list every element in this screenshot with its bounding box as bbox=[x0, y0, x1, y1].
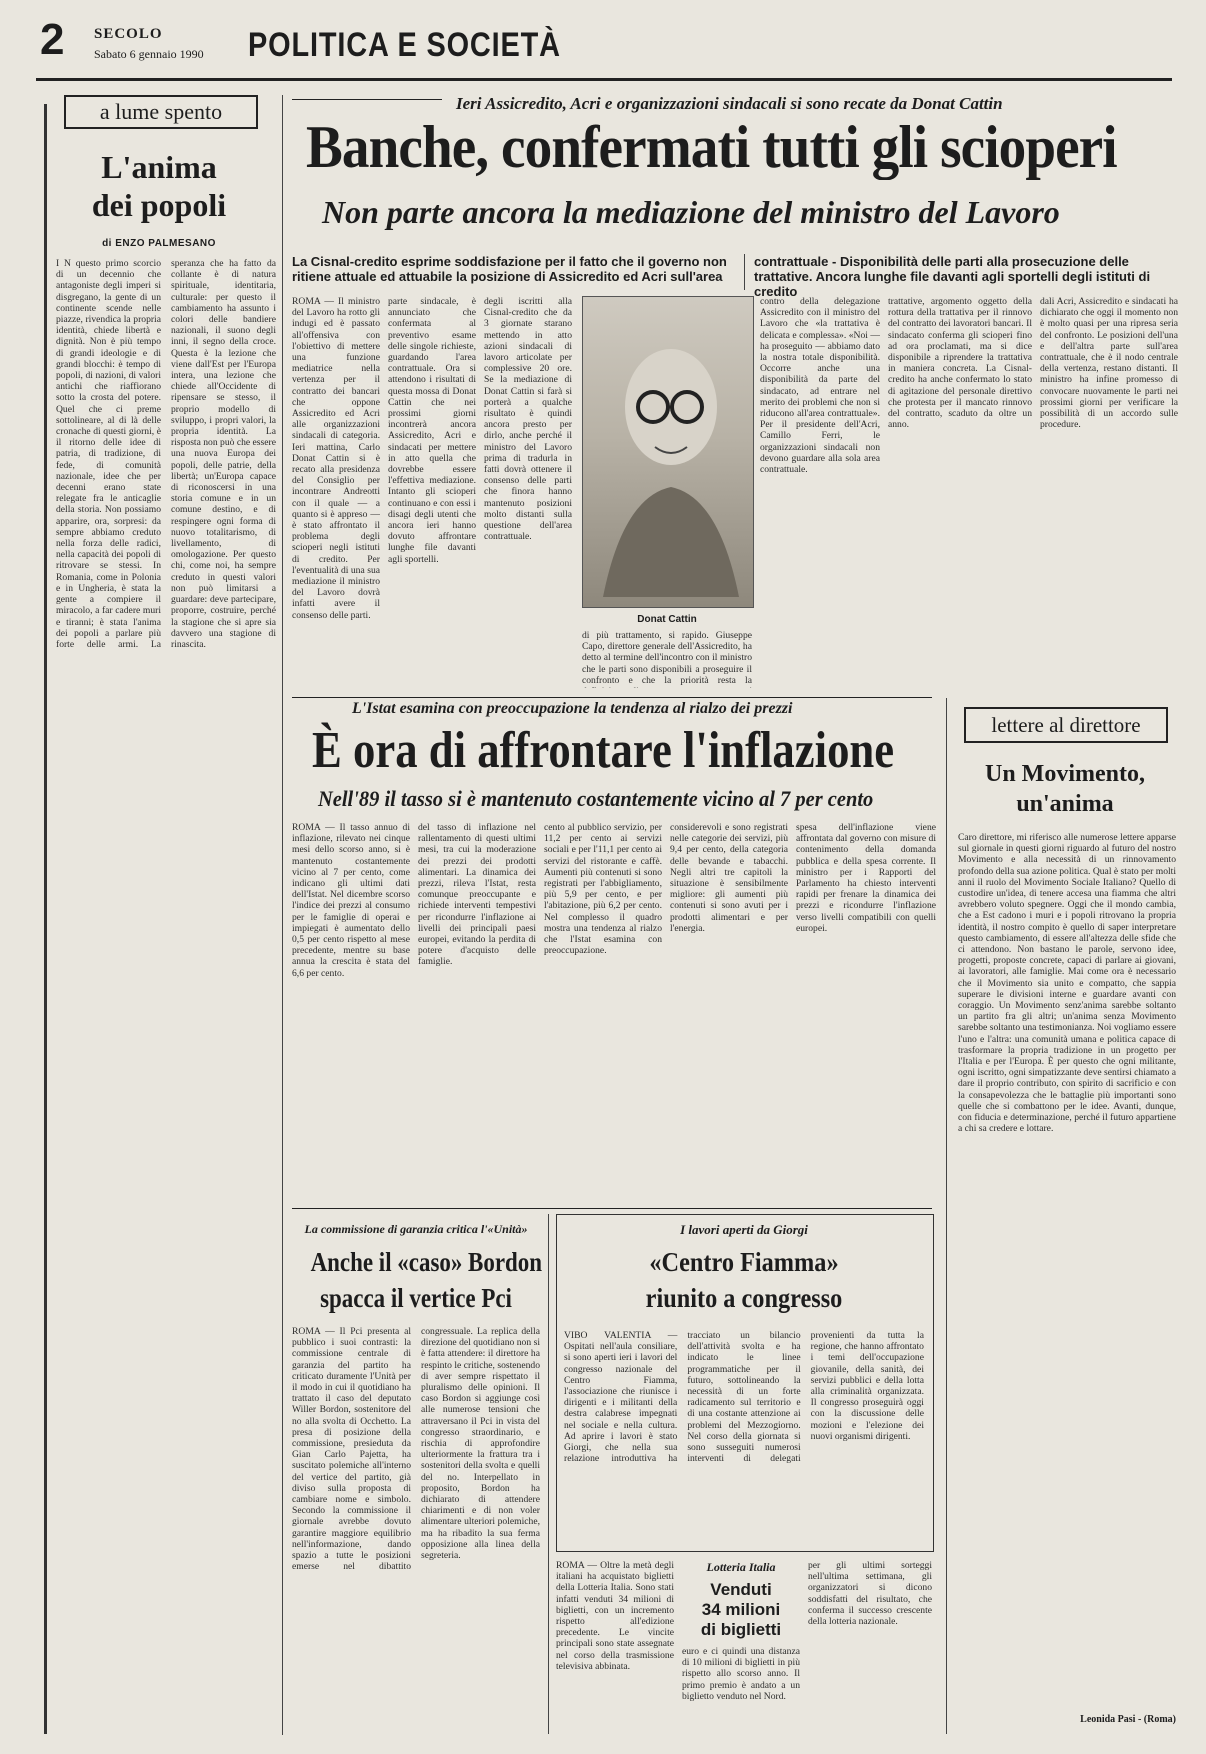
bordon-headline-line1: Anche il «caso» Bordon bbox=[310, 1247, 543, 1277]
bordon-body: ROMA — Il Pci presenta al pubblico i suoi contrasti: la commissione centrale di garanzia del partito ha criticato duramente l'Unità per il modo in cui il quotidiano ha trattato il caso del deputato Willer Bordon, sostenitore del no alla svolta di Occhetto. La presa di posizione della commissione, presieduta da Gian Carlo Pajetta, ha suscitato polemiche all'interno del vertice del partito, già diviso sulla proposta di cambiare nome e simbolo. Secondo la commissione il giornale avrebbe dovuto garantire maggiore equilibrio nell'informazione, dando spazio a tutte le posizioni emerse nel dibattito congressuale. La replica della direzione del quotidiano non si è fatta attendere: il direttore ha respinto le critiche, sostenendo di aver sempre rispettato il pluralismo delle opinioni. Il caso Bordon si aggiunge così alle numerose tensioni che attraversano il Pci in vista del congresso straordinario, e rischia di approfondire ulteriormente la frattura tra i sostenitori della svolta e quelli del no. Interpellato in proposito, Bordon ha dichiarato di attendere chiarimenti e di non voler alimentare ulteriori polemiche, ma ha ribadito la sua ferma opposizione alla linea della segreteria. bbox=[292, 1326, 540, 1573]
inflation-subhead: Nell'89 il tasso si è mantenuto costantemente vicino al 7 per cento bbox=[318, 786, 874, 811]
lead-deck-left: La Cisnal-credito esprime soddisfazione per il fatto che il governo non ritiene attuale ed attuabile la posizione di Assicredito ed Acri sull'area bbox=[292, 254, 727, 284]
lead-col-3: degli iscritti alla Cisnal-credito che da 3 giornate starano mettendo in atto azioni sindacali di lavoro articolate per complessive 20 ore. Se la mediazione di Donat Cattin si farà si porterà a qualche risultato è quindi ancora presto per dirlo, anche perché il ministro del Lavoro prima di tradurla in fatti dovrà ottenere il consenso delle parti che finora hanno mantenuto posizioni molto distanti sulla questione dell'area contrattuale. bbox=[484, 296, 572, 543]
fiamma-body: VIBO VALENTIA — Ospitati nell'aula consiliare, si sono aperti ieri i lavori del congresso nazionale del Centro Fiamma, l'associazione che riunisce i dirigenti e i militanti della destra calabrese impegnati nel sociale e nella cultura. Ad aprire i lavori è stato Giorgi, che nella sua relazione introduttiva ha tracciato un bilancio dell'attività svolta e ha indicato le linee programmatiche per il futuro, sottolineando la necessità di un forte radicamento sul territorio e di una costante attenzione ai problemi del Mezzogiorno. Nel corso della giornata si sono susseguiti numerosi interventi di delegati provenienti da tutta la regione, che hanno affrontato i temi dell'occupazione giovanile, della sanità, dei servizi pubblici e della lotta alla criminalità organizzata. Il congresso proseguirà oggi con la discussione delle mozioni e l'elezione dei nuovi organismi dirigenti. bbox=[564, 1330, 924, 1465]
column-title-line2: dei popoli bbox=[91, 187, 227, 223]
inflation-kicker: L'Istat esamina con preoccupazione la tendenza al rialzo dei prezzi bbox=[352, 700, 793, 717]
lower-divider bbox=[548, 1214, 549, 1734]
letters-title-line2: un'anima bbox=[1016, 791, 1114, 817]
inflation-col-3: cento al pubblico servizio, per 11,2 per cento ai servizi sociali e per l'11,1 per cento ai servizi del ristorante e caffè. Aumenti più contenuti si sono registrati per l'abbigliamento, più 5,9 per cento, e per l'abitazione, più 6,2 per cento. Nel complesso il quadro mostra una tendenza al rialzo che l'Istat esamina con preoccupazione. bbox=[544, 822, 662, 957]
column-body: I N questo primo scorcio di un decennio che antagoniste degli imperi si disgregano, la gente di un continente scende nelle piazze, rivendica la propria identità, chiede libertà e dignità. Non è più tempo di grandi ideologie e di grandi blocchi: è tempo di popoli, di nazioni, di valori antichi che riaffiorano sotto la crosta del potere. Quel che ci preme sottolineare, al di là delle cronache di questi giorni, è il ritorno delle idee di patria, di tradizione, di fede, di comunità nazionale, idee che per decenni erano state relegate fra le anticaglie della storia. Non possiamo apparire, ora, sorpresi: da sempre abbiamo creduto nella forza delle radici, nella capacità dei popoli di ritrovare se stessi. In Romania, come in Polonia e in Ungheria, è stata la gente a compiere il miracolo, a far cadere muri e tiranni; è stata l'anima dei popoli a parlare più forte delle armi. La speranza che ha fatto da collante è di natura spirituale, identitaria, culturale: per questo il cambiamento ha assunto i colori delle bandiere nazionali, il suono degli inni, il segno della croce. Questa è la lezione che viene dall'Est per l'Europa intera, una lezione che chiede all'Occidente di ripensare se stesso, il proprio modello di sviluppo, i propri valori, la propria identità. La risposta non può che essere una nuova Europa dei popoli, delle patrie, della libertà; un'Europa capace di riconoscersi in una storia comune e in un comune destino, e di respingere ogni forma di nuovo totalitarismo, di livellamento, di omologazione. Per questo chi, come noi, ha sempre creduto in questi valori non può limitarsi a guardare: deve partecipare, proporre, costruire, perché la stagione che si apre sia davvero una stagione di rinascita. bbox=[56, 258, 276, 650]
lead-kicker: Ieri Assicredito, Acri e organizzazioni sindacali si sono recate da Donat Cattin bbox=[456, 94, 1003, 113]
lottery-headline-line1: Venduti bbox=[710, 1580, 772, 1599]
inflation-col-5: spesa dell'inflazione viene affrontata dal governo con misure di contenimento della domanda pubblica e della spesa corrente. Il ministro per i Rapporti del Parlamento ha chiesto interventi rapidi per frenare la dinamica dei prezzi e ricondurre l'inflazione verso livelli compatibili con quelli europei. bbox=[796, 822, 936, 934]
lottery-text-right: per gli ultimi sorteggi nell'ultima settimana, gli organizzatori si dicono soddisfatti del risultato, che conferma il successo crescente della lotteria nazionale. bbox=[808, 1560, 932, 1628]
page-number: 2 bbox=[40, 15, 65, 64]
portrait-illustration bbox=[583, 297, 753, 607]
inflation-headline: È ora di affrontare l'inflazione bbox=[312, 722, 895, 779]
lead-col-1: ROMA — Il ministro del Lavoro ha rotto gli indugi ed è passato all'offensiva con l'obiettivo di mettere una funzione mediatrice nella vertenza per il contratto dei bancari che oppone Assicredito ed Acri alle organizzazioni sindacali di categoria. Ieri mattina, Carlo Donat Cattin si è recato alla presidenza del Consiglio per incontrare Andreotti con il quale — a quanto si è appreso — è stato affrontato il problema degli scioperi negli istituti di credito. Per l'eventualità di una sua mediazione il ministro del Lavoro dovrà infatti avere il consenso delle parti. bbox=[292, 296, 380, 621]
inflation-top-rule bbox=[292, 697, 932, 698]
lottery-text-left: ROMA — Oltre la metà degli italiani ha acquistato biglietti della Lotteria Italia. Sono stati infatti venduti 34 milioni di biglietti, con un incremento rispetto all'edizione precedente. Le vincite principali sono state assegnate nel corso della trasmissione televisiva abbinata. bbox=[556, 1560, 674, 1672]
inflation-col-2: del tasso di inflazione nel rallentamento di questi ultimi mesi, tra cui la moderazione dei prezzi dei prodotti alimentari. La dinamica dei prezzi, rileva l'Istat, resta comunque preoccupante e richiede interventi tempestivi per ricondurre l'inflazione ai livelli dei principali paesi europei, evitando la perdita di potere d'acquisto delle famiglie. bbox=[418, 822, 536, 968]
section-title: POLITICA E SOCIETÀ bbox=[248, 26, 561, 64]
lead-col-6: trattative, argomento oggetto della rottura della trattativa per il rinnovo del contratto dei lavoratori bancari. Il sindacato conferma gli scioperi fino ad ora proclamati, ma si dice disponibile a riprendere la trattativa in maniera concreta. La Cisnal-credito ha anche confermato lo stato di agitazione del personale direttivo che protesta per il mancato rinnovo del contratto, scaduto da oltre un anno. bbox=[888, 296, 1032, 431]
lead-headline: Banche, confermati tutti gli scioperi bbox=[306, 114, 1117, 180]
fiamma-kicker: I lavori aperti da Giorgi bbox=[680, 1222, 808, 1237]
bordon-headline-line2: spacca il vertice Pci bbox=[320, 1283, 512, 1313]
lead-deck-right: contrattuale - Disponibilità delle parti alla prosecuzione delle trattative. Ancora lunghe file davanti agli sportelli degli istituti di credito bbox=[754, 254, 1151, 299]
column-title-line1: L'anima bbox=[101, 149, 217, 185]
photo-caption: Donat Cattin bbox=[637, 614, 697, 625]
lottery-text-center: euro e ci quindi una distanza di 10 milioni di biglietti in più rispetto allo scorso anno. Il primo premio è andato a un biglietto venduto nel Nord. bbox=[682, 1646, 800, 1702]
lead-subhead: Non parte ancora la mediazione del ministro del Lavoro bbox=[322, 194, 1060, 230]
lottery-headline-line2: 34 milioni bbox=[701, 1600, 781, 1619]
column-divider bbox=[282, 95, 283, 1735]
fiamma-headline-line2: riunito a congresso bbox=[645, 1283, 843, 1313]
bordon-kicker: La commissione di garanzia critica l'«Unità» bbox=[304, 1222, 528, 1236]
lower-stories-rule bbox=[292, 1208, 932, 1209]
lottery-label: Lotteria Italia bbox=[706, 1560, 776, 1574]
paper-name: SECOLO bbox=[94, 26, 163, 42]
issue-date: Sabato 6 gennaio 1990 bbox=[94, 47, 204, 61]
deck-divider bbox=[744, 254, 745, 290]
left-column-border bbox=[44, 104, 47, 1734]
masthead-rule bbox=[36, 78, 1172, 81]
inflation-col-4: considerevoli e sono registrati nelle categorie dei servizi, più 9,4 per cento, della categoria delle bevande e tabacchi. Negli altri tre capitoli la situazione è sensibilmente migliore: gli aumenti più contenuti si sono avuti per i prodotti alimentari e per l'energia. bbox=[670, 822, 788, 934]
lead-col-2: parte sindacale, è annunciato che confermata al preventivo esame delle singole richieste, guardando l'area contrattuale. Ora si attendono i risultati di questa mossa di Donat Cattin che nei prossimi giorni incontrerà ancora Assicredito, Acri e sindacati per mettere in atto quella che dovrebbe essere l'effettiva mediazione. Intanto gli scioperi continuano e con essi i disagi degli utenti che ancora ieri hanno dovuto affrontare lunghe file davanti agli sportelli. bbox=[388, 296, 476, 565]
column-byline: di ENZO PALMESANO bbox=[102, 238, 216, 249]
lead-col-5: contro della delegazione Assicredito con il ministro del Lavoro che «la trattativa è delicata e complessa». «Noi — ha proseguito — abbiamo dato la nostra totale disponibilità. Occorre anche una disponibilità da parte del sindacato, ad entrare nel merito dei problemi che non si riducono all'area contrattuale». Per il presidente dell'Acri, Camillo Ferri, le organizzazioni sindacali non devono guardare alla sola area contrattuale. bbox=[760, 296, 880, 476]
fiamma-headline-line1: «Centro Fiamma» bbox=[649, 1247, 839, 1277]
lead-col-7: dali Acri, Assicredito e sindacati ha dichiarato che oggi il momento non è molto quasi per una ripresa seria del confronto. Le posizioni dell'una e dell'altra parte sull'area contrattuale, che è il nodo centrale della vertenza, restano distanti. Il ministro ha infine promesso di convocare nuovamente le parti nei prossimi giorni per verificare la possibilità di un accordo sulle procedure. bbox=[1040, 296, 1178, 431]
letters-body: Caro direttore, mi riferisco alle numerose lettere apparse sul giornale in questi giorni riguardo al futuro del nostro Movimento e alla necessità di un rinnovamento profondo della sua azione politica. Qual è stato per molti anni il ruolo del Movimento Sociale Italiano? Quello di custodire un'idea, di tenere accesa una fiamma che altri avrebbero voluto spegnere. Oggi che il mondo cambia, che a Est cadono i muri e i popoli ritrovano la propria identità, il nostro compito è quello di saper interpretare questo cambiamento, di essere all'altezza delle sfide che ci attendono. Non bastano le parole, servono idee, progetti, proposte concrete, capaci di parlare ai giovani, ai lavoratori, alle famiglie. Mai come ora è necessario che il Movimento sia unito e compatto, che sappia superare le divisioni interne e guardare avanti con coraggio. Un Movimento senz'anima sarebbe soltanto un partito fra gli altri; un'anima senza Movimento sarebbe soltanto una testimonianza. Noi vogliamo essere l'uno e l'altra: una comunità umana e politica capace di trasformare la propria tradizione in un progetto per l'Italia e per l'Europa. È per questo che ogni militante, ogni iscritto, ogni simpatizzante deve sentirsi chiamato a dare il proprio contributo, con spirito di sacrificio e con la consapevolezza che le battaglie più importanti sono quelle che si combattono per le idee. Avanti, dunque, con fiducia e determinazione, perché il futuro appartiene a chi sa credere e lottare. bbox=[958, 832, 1176, 1135]
right-column-divider bbox=[946, 698, 947, 1734]
inflation-col-1: ROMA — Il tasso annuo di inflazione, rilevato nei cinque mesi dello scorso anno, si è mantenuto costantemente vicino al 7 per cento, come indicano gli ultimi dati dell'Istat. Nel dicembre scorso l'indice dei prezzi al consumo per le famiglie di operai e impiegati è aumentato dello 0,5 per cento rispetto al mese precedente, mentre su base annua la crescita è stata del 6,6 per cento. bbox=[292, 822, 410, 979]
lead-col-4: di più trattamento, si rapido. Giuseppe Capo, direttore generale dell'Assicredito, ha detto al termine dell'incontro con il ministro che le parti sono disponibili a proseguire il confronto e che la priorità resta la bbox=[582, 630, 752, 686]
kicker-rule bbox=[292, 99, 442, 100]
letters-title-line1: Un Movimento, bbox=[985, 761, 1145, 787]
lottery-headline-line3: di biglietti bbox=[700, 1620, 782, 1639]
letters-label-box: lettere al direttore bbox=[964, 707, 1168, 743]
donat-cattin-photo bbox=[582, 296, 754, 608]
column-label-box: a lume spento bbox=[64, 95, 258, 129]
letter-signature: Leonida Pasi - (Roma) bbox=[1080, 1714, 1176, 1725]
